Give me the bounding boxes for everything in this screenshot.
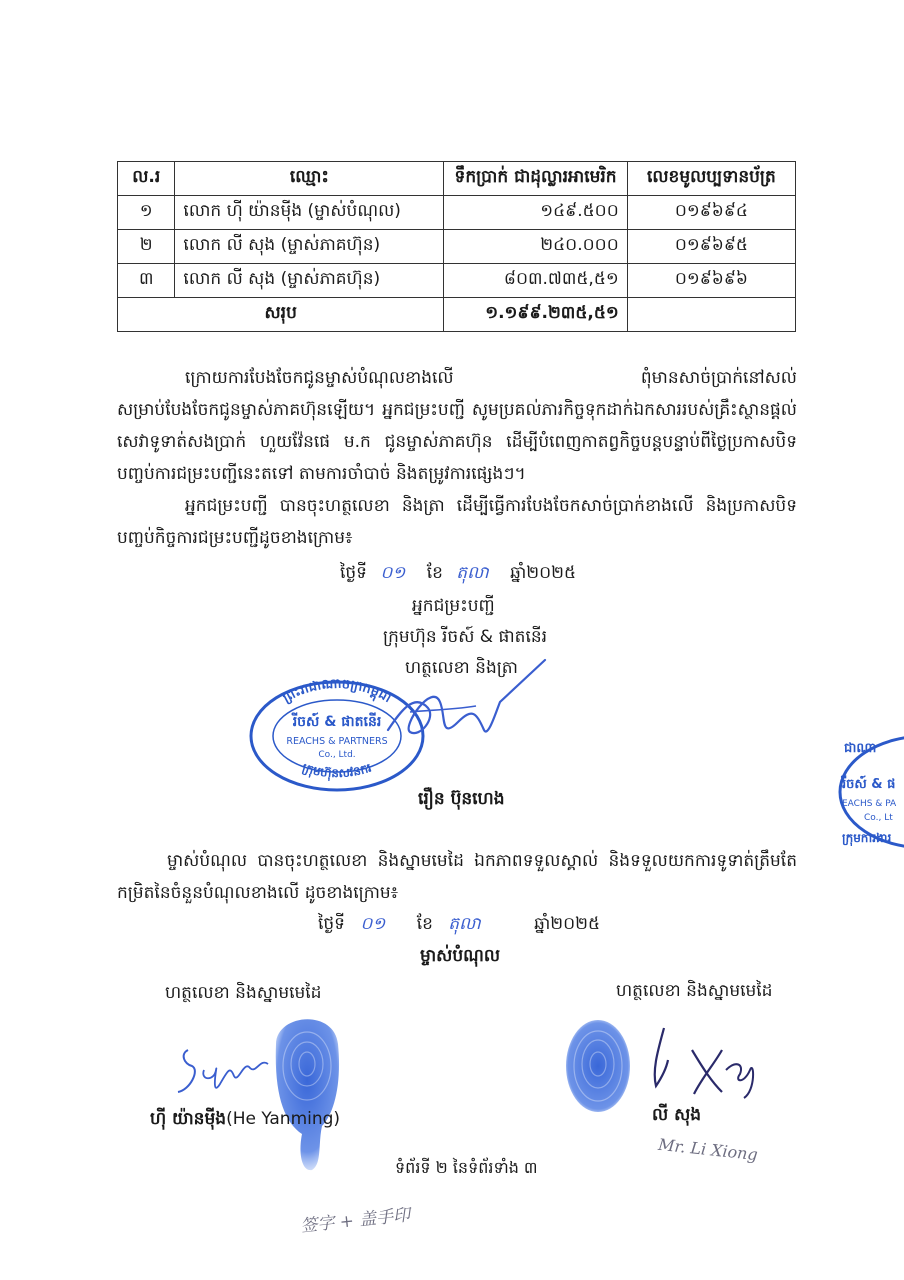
- day-value: ០១: [380, 563, 406, 583]
- total-doc-empty: [627, 298, 795, 332]
- stamp-en-name: REACHS & PARTNERS: [286, 736, 388, 747]
- day-label: ថ្ងៃទី: [318, 914, 345, 934]
- creditor1-fingerprint: [262, 1004, 352, 1174]
- partial-stamp-line5: ក្រុមការងារ: [842, 831, 892, 845]
- date-creditor: [318, 913, 600, 938]
- svg-text:ក្រុមហ៊ុនសវនករ: [300, 760, 374, 782]
- sign-thumb-label-right: ហត្ថលេខា និងស្នាមមេដៃ: [616, 981, 773, 1001]
- month-value: តុលា: [456, 563, 489, 583]
- year-value: ឆ្នាំ២០២៥: [534, 914, 601, 934]
- cell-name: លោក ហ៊ី យ៉ានម៉ីង (ម្ចាស់បំណុល): [175, 196, 444, 230]
- stamp-en-sub: Co., Ltd.: [318, 750, 356, 760]
- partial-seal-stamp: [836, 730, 904, 854]
- date-liquidator: [340, 562, 576, 587]
- paragraph-creditor-acknowledgement: ម្ចាស់បំណុល បានចុះហត្ថលេខា និងស្នាមមេដៃ ឯកភាពទទួលស្គាល់ និងទទួលយកការទូទាត់ត្រឹមតែកម្រិតនៃចំនួនបំណុលខាងលើ ដូចខាងក្រោម៖: [117, 851, 797, 903]
- cell-no: ៣: [118, 264, 175, 298]
- liquidator-company: ក្រុមហ៊ុន រីចស៍ & ផាតនើរ: [383, 627, 548, 647]
- sign-thumb-label-left: ហត្ថលេខា និងស្នាមមេដៃ: [165, 983, 322, 1003]
- paragraph-liquidator-declaration: អ្នកជម្រះបញ្ជី បានចុះហត្ថលេខា និងត្រា ដើម្បីធ្វើការបែងចែកសាច់ប្រាក់ខាងលើ និងប្រកាសបិទបញ្ចប់កិច្ចការជម្រះបញ្ជីដូចខាងក្រោម៖: [117, 496, 797, 548]
- creditor1-name-kh: ហ៊ី យ៉ានម៉ីង: [150, 1109, 227, 1129]
- total-label: សរុប: [118, 298, 444, 332]
- year-value: ឆ្នាំ២០២៥: [510, 563, 577, 583]
- paragraph-liquidation-remainder: ក្រោយការបែងចែកជូនម្ចាស់បំណុលខាងលើ ពុំមានសាច់ប្រាក់នៅសល់សម្រាប់បែងចែកជូនម្ចាស់ភាគហ៊ុនឡើយ។ អ្នកជម្រះបញ្ជី សូមប្រគល់ភារកិច្ចទុកដាក់ឯកសាររបស់គ្រឹះស្ថានផ្ដល់សេវាទូទាត់សងប្រាក់ ហួយវ៉ែនផេ ម.ក ជូនម្ចាស់ភាគហ៊ុន ដើម្បីបំពេញកាតព្វកិច្ចបន្តបន្ទាប់ពីថ្ងៃប្រកាសបិទបញ្ចប់ការជម្រះបញ្ជីនេះតទៅ តាមការចាំបាច់ និងតម្រូវការផ្សេងៗ។: [117, 368, 797, 484]
- cell-amount: ១៤៩.៥០០: [444, 196, 627, 230]
- day-label: ថ្ងៃទី: [340, 563, 367, 583]
- cell-doc: ០១៩៦៩៦: [627, 264, 795, 298]
- signer-name: រឿន ប៊ុនហេង: [418, 789, 505, 809]
- cell-amount: ២៤០.០០០: [444, 230, 627, 264]
- month-label: ខែ: [426, 563, 443, 583]
- liquidator-signature: [380, 652, 550, 752]
- table-row: [118, 196, 796, 230]
- cell-no: ២: [118, 230, 175, 264]
- cell-amount: ៨០៣.៧៣៥,៥១: [444, 264, 627, 298]
- table-row: [118, 264, 796, 298]
- distribution-table: [117, 161, 796, 332]
- creditor2-fingerprint: [560, 1016, 640, 1126]
- cell-doc: ០១៩៦៩៥: [627, 230, 795, 264]
- table-header-row: [118, 162, 796, 196]
- cell-no: ១: [118, 196, 175, 230]
- col-header-name: ឈ្មោះ: [175, 162, 444, 196]
- page-number: ទំព័រទី ២ នៃទំព័រទាំង ៣: [395, 1158, 538, 1177]
- svg-text:ព្រះរាជាណាចក្រកម្ពុជា: [280, 677, 393, 706]
- month-value: តុលា: [448, 914, 481, 934]
- partial-stamp-line3: EACHS & PA: [842, 799, 897, 809]
- stamp-bottom-text: ក្រុមហ៊ុនសវនករ: [300, 760, 374, 781]
- partial-stamp-line4: Co., Lt: [864, 813, 893, 823]
- col-header-no: ល.រ: [118, 162, 175, 196]
- cell-doc: ០១៩៦៩៤: [627, 196, 795, 230]
- cell-name: លោក លី សុង (ម្ចាស់ភាគហ៊ុន): [175, 264, 444, 298]
- month-label: ខែ: [416, 914, 433, 934]
- stamp-top-text: ព្រះរាជាណាចក្រកម្ពុជា: [280, 676, 394, 707]
- col-header-doc: លេខមូលប្បទានប័ត្រ: [627, 162, 795, 196]
- liquidator-title: អ្នកជម្រះបញ្ជី: [412, 596, 495, 616]
- bottom-handwritten-note: 签字 + 盖手印: [299, 1205, 412, 1237]
- table-total-row: [118, 298, 796, 332]
- total-amount: ១.១៩៩.២៣៥,៥១: [444, 298, 627, 332]
- creditor2-name: លី សុង: [652, 1105, 702, 1125]
- creditor1-name: [150, 1108, 340, 1133]
- day-value: ០១: [360, 914, 386, 934]
- creditor-title: ម្ចាស់បំណុល: [420, 946, 501, 966]
- cell-name: លោក លី សុង (ម្ចាស់ភាគហ៊ុន): [175, 230, 444, 264]
- col-header-amount: ទឹកប្រាក់ ជាដុល្លារអាមេរិក: [444, 162, 627, 196]
- table-row: [118, 230, 796, 264]
- stamp-khmer-name: រីចស៍ & ផាតនើរ: [292, 714, 382, 730]
- partial-stamp-line2: រីចស៍ & ផ: [842, 777, 896, 792]
- creditor2-handwritten-name: Mr. Li Xiong: [657, 1134, 759, 1165]
- creditor2-signature: [644, 1020, 764, 1100]
- partial-stamp-line1: ជាណា: [844, 741, 877, 756]
- creditor1-name-en: (He Yanming): [226, 1109, 341, 1129]
- sign-seal-label: ហត្ថលេខា និងត្រា: [405, 658, 518, 678]
